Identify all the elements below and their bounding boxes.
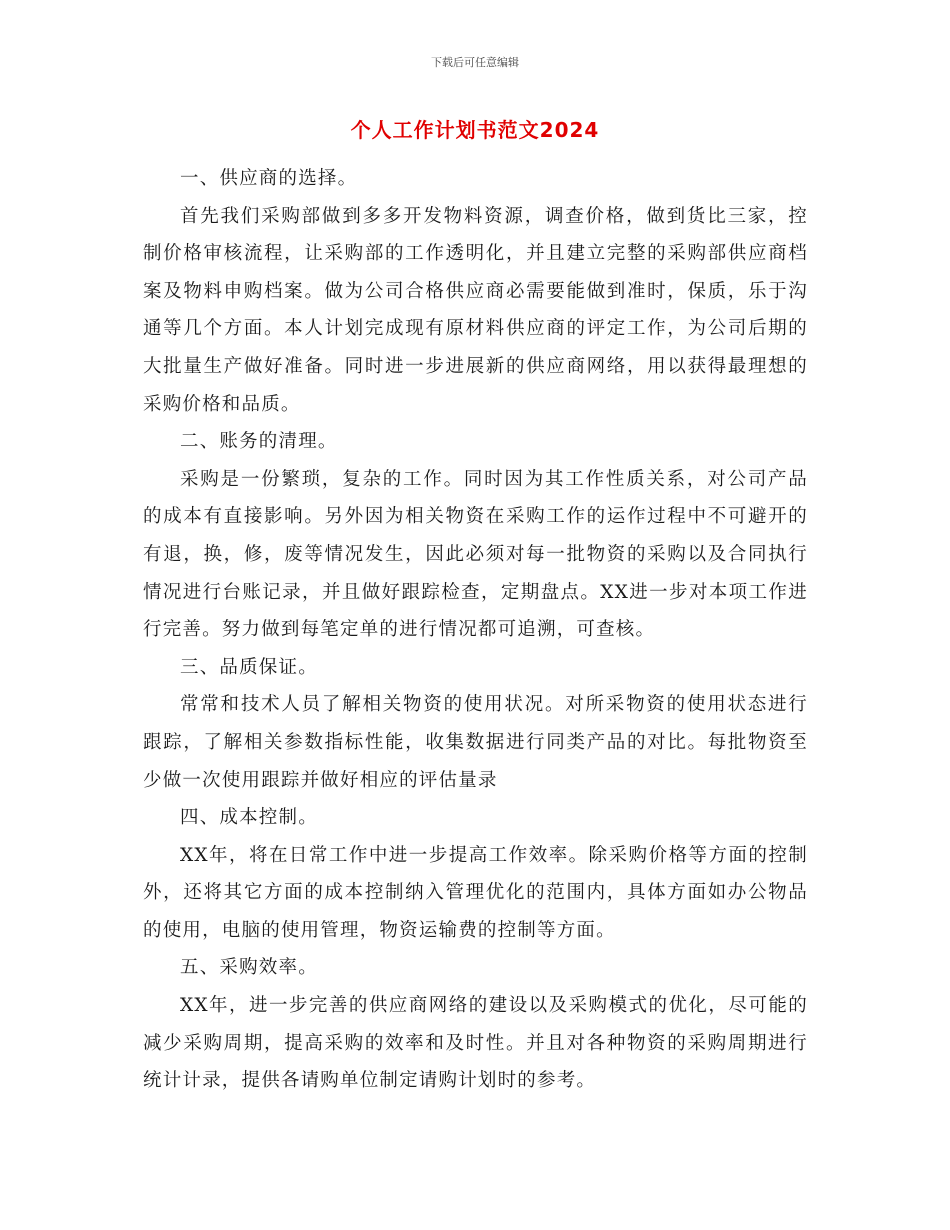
- document-title: 个人工作计划书范文2024: [350, 118, 600, 142]
- section-heading-efficiency: 五、采购效率。: [180, 957, 318, 979]
- paragraph-cost: XX年，将在日常工作中进一步提高工作效率。除采购价格等方面的控制外，还将其它方面的成本控制纳入管理优化的范围内，具体方面如办公物品的使用，电脑的使用管理，物资运输费的控制等方面。: [143, 844, 808, 941]
- section-heading-cost: 四、成本控制。: [180, 807, 318, 829]
- section-heading-quality: 三、品质保证。: [180, 656, 318, 678]
- section-heading-accounts: 二、账务的清理。: [180, 431, 338, 453]
- header-note: 下载后可任意编辑: [431, 56, 519, 69]
- paragraph-supplier: 首先我们采购部做到多多开发物料资源，调查价格，做到货比三家，控制价格审核流程，让采购部的工作透明化，并且建立完整的采购部供应商档案及物料申购档案。做为公司合格供应商必需要能做到准时，保质，乐于沟通等几个方面。本人计划完成现有原材料供应商的评定工作，为公司后期的大批量生产做好准备。同时进一步进展新的供应商网络，用以获得最理想的采购价格和品质。: [143, 205, 808, 415]
- paragraph-efficiency: XX年，进一步完善的供应商网络的建设以及采购模式的优化，尽可能的减少采购周期，提高采购的效率和及时性。并且对各种物资的采购周期进行统计计录，提供各请购单位制定请购计划时的参考。: [143, 995, 808, 1092]
- section-heading-supplier: 一、供应商的选择。: [180, 168, 358, 189]
- paragraph-accounts: 采购是一份繁琐，复杂的工作。同时因为其工作性质关系，对公司产品的成本有直接影响。另外因为相关物资在采购工作的运作过程中不可避开的有退，换，修，废等情况发生，因此必须对每一批物资的采购以及合同执行情况进行台账记录，并且做好跟踪检查，定期盘点。XX进一步对本项工作进行完善。努力做到每笔定单的进行情况都可追溯，可查核。: [143, 468, 808, 641]
- document-body: [143, 160, 808, 1100]
- paragraph-quality: 常常和技术人员了解相关物资的使用状况。对所采物资的使用状态进行跟踪，了解相关参数指标性能，收集数据进行同类产品的对比。每批物资至少做一次使用跟踪并做好相应的评估量录: [143, 694, 808, 791]
